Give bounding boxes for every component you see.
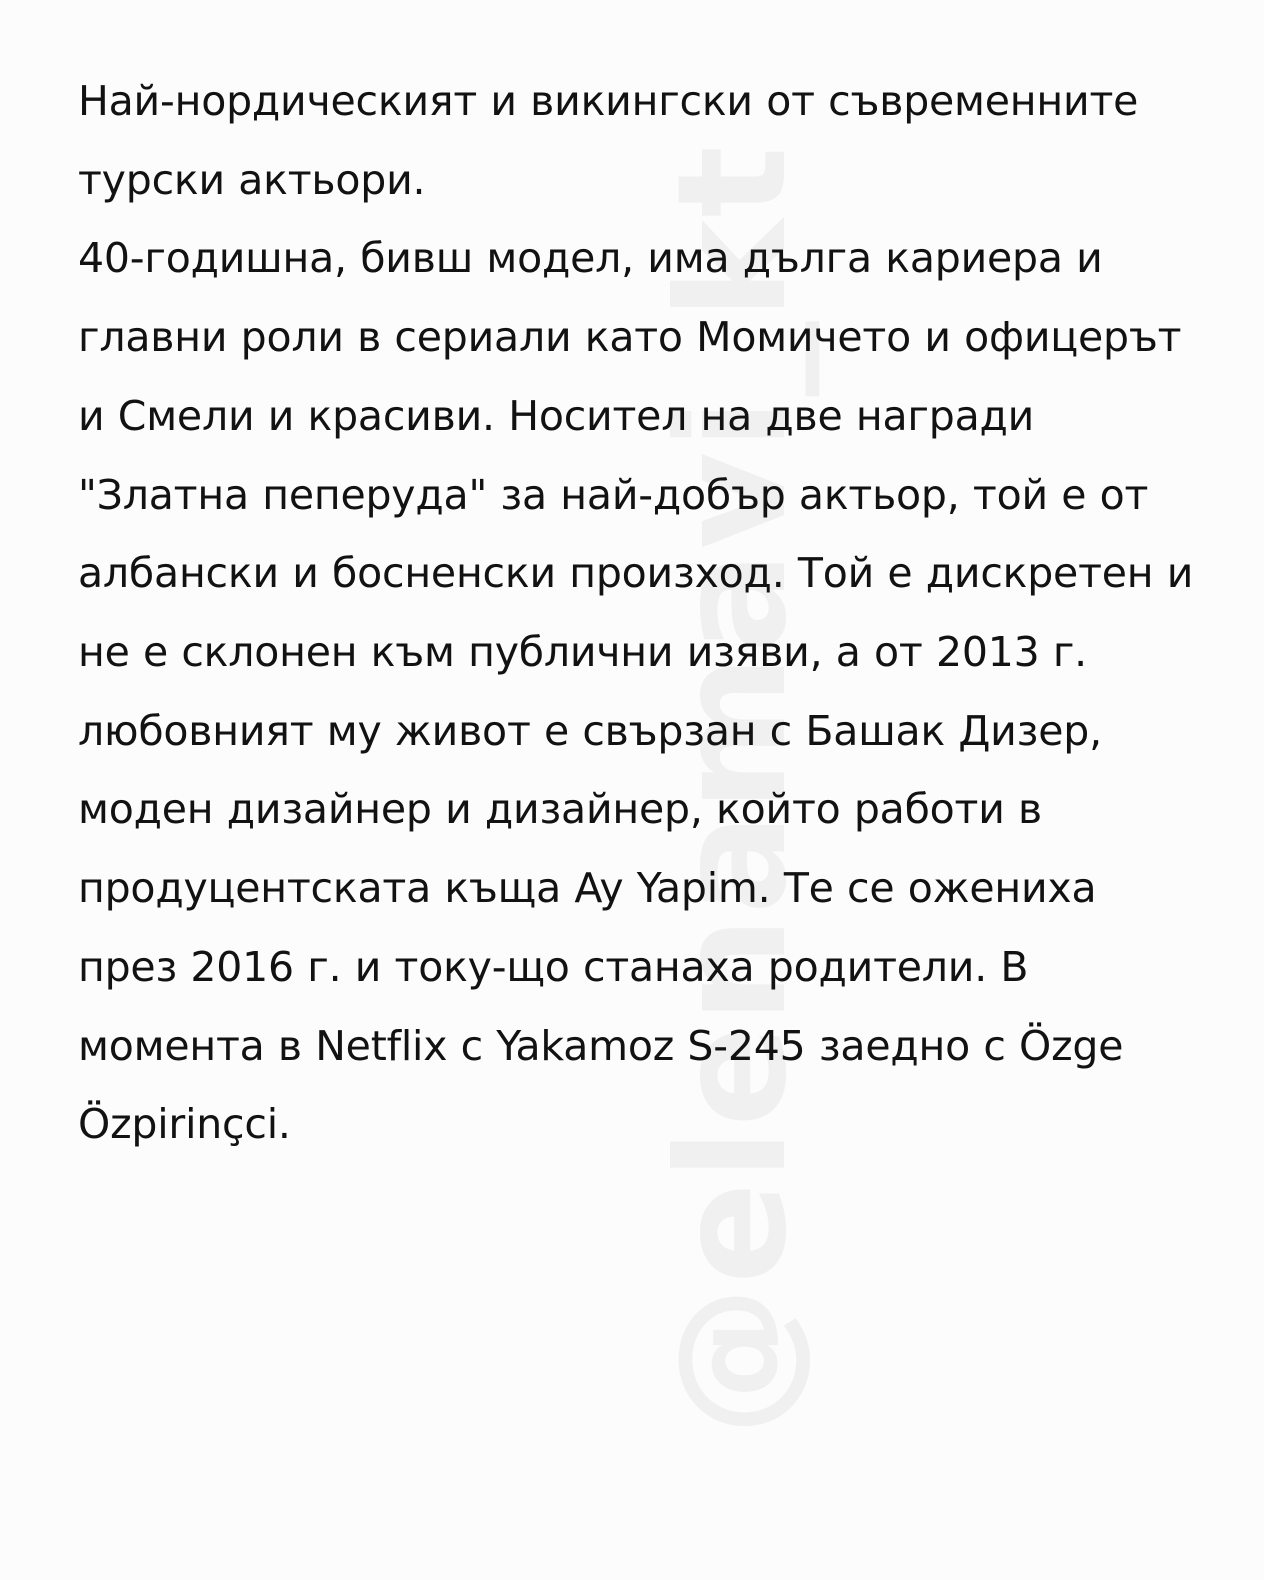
watermark-text: @elenamavi_kt [646,143,821,1437]
paragraph-1: Най-нордическият и викингски от съвременните турски актьори. [78,77,1139,204]
paragraph-2: 40-годишна, бивш модел, има дълга кариера и главни роли в сериали като Момичето и офицерът и Смели и красиви. Носител на две награди "Златна пеперуда" за най-добър актьор, той е от албански и босненски произход. Той е дискретен и не е склонен към публични изяви, а от 2013 г. любовният му живот е свързан с Башак Дизер, моден дизайнер и дизайнер, който работи в продуцентската къща Ay Yapim. Те се ожениха през 2016 г. и току-що станаха родители. В момента в Netflix с Yakamoz S-245 заедно с Özge Özpirinçci. [78,234,1194,1149]
